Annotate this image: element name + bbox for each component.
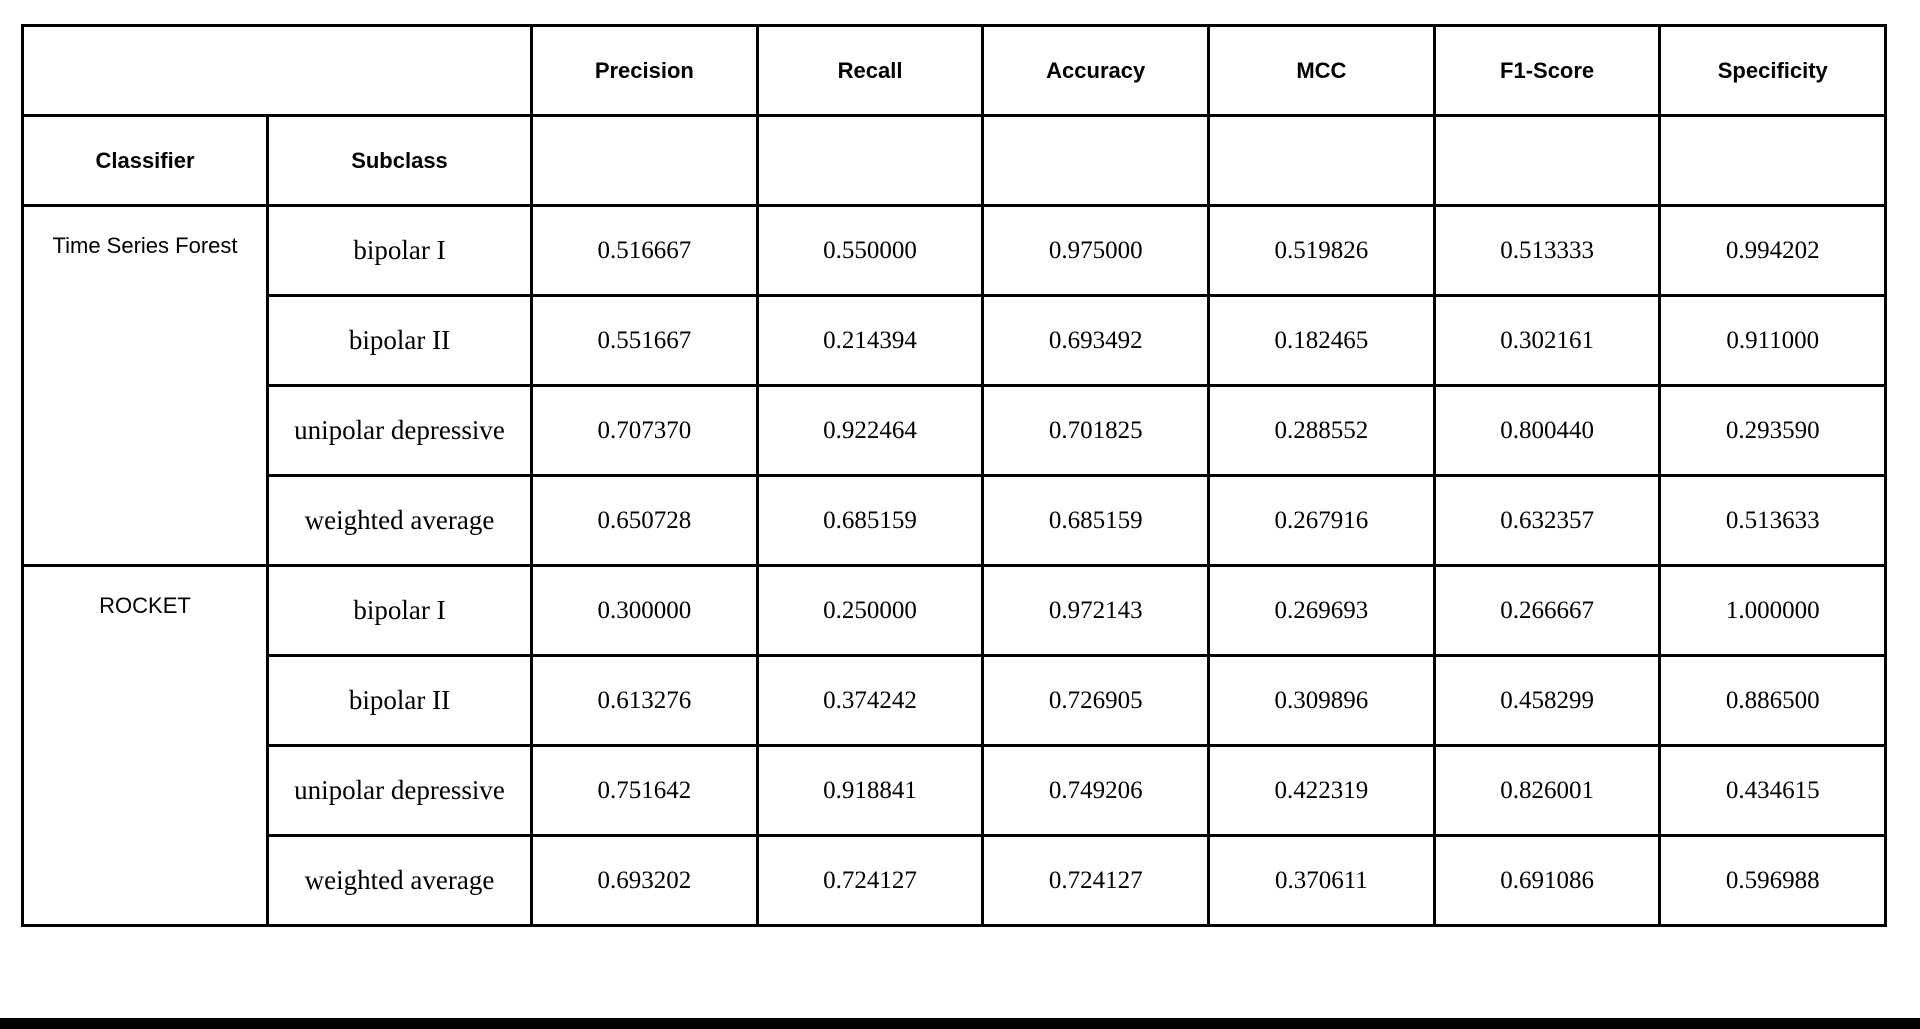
mcc-value-cell: 0.269693 — [1209, 566, 1435, 656]
metrics-table — [21, 24, 1887, 927]
mcc-value-cell: 0.519826 — [1209, 206, 1435, 296]
f1-score-value-cell: 0.458299 — [1434, 656, 1660, 746]
subclass-cell: bipolar I — [268, 206, 532, 296]
classifier-cell — [23, 566, 268, 926]
specificity-value-cell: 0.293590 — [1660, 386, 1886, 476]
classifier-cell — [23, 206, 268, 566]
mcc-value-cell: 0.267916 — [1209, 476, 1435, 566]
precision-value-cell: 0.693202 — [532, 836, 758, 926]
header-specificity: Specificity — [1660, 26, 1886, 116]
specificity-value-cell: 0.434615 — [1660, 746, 1886, 836]
precision-value-cell: 0.516667 — [532, 206, 758, 296]
subclass-cell: weighted average — [268, 476, 532, 566]
mcc-value-cell: 0.288552 — [1209, 386, 1435, 476]
recall-value-cell: 0.250000 — [757, 566, 983, 656]
header-f1-score: F1-Score — [1434, 26, 1660, 116]
f1-score-value-cell: 0.800440 — [1434, 386, 1660, 476]
accuracy-value-cell: 0.693492 — [983, 296, 1209, 386]
table-row — [23, 476, 1886, 566]
empty-cell — [532, 116, 758, 206]
specificity-value-cell: 0.513633 — [1660, 476, 1886, 566]
table-row — [23, 566, 1886, 656]
accuracy-value-cell: 0.685159 — [983, 476, 1209, 566]
bottom-border-bar — [0, 1018, 1920, 1029]
table-row — [23, 746, 1886, 836]
precision-value-cell: 0.751642 — [532, 746, 758, 836]
subclass-cell: unipolar depressive — [268, 746, 532, 836]
empty-cell — [1209, 116, 1435, 206]
table-row — [23, 836, 1886, 926]
specificity-value-cell: 0.596988 — [1660, 836, 1886, 926]
mcc-value-cell: 0.309896 — [1209, 656, 1435, 746]
header-recall: Recall — [757, 26, 983, 116]
header-accuracy: Accuracy — [983, 26, 1209, 116]
subclass-cell: bipolar II — [268, 656, 532, 746]
accuracy-value-cell: 0.749206 — [983, 746, 1209, 836]
accuracy-value-cell: 0.972143 — [983, 566, 1209, 656]
mcc-value-cell: 0.422319 — [1209, 746, 1435, 836]
table-row — [23, 656, 1886, 746]
subclass-cell: bipolar II — [268, 296, 532, 386]
f1-score-value-cell: 0.513333 — [1434, 206, 1660, 296]
accuracy-value-cell: 0.726905 — [983, 656, 1209, 746]
header-subclass: Subclass — [268, 116, 532, 206]
f1-score-value-cell: 0.266667 — [1434, 566, 1660, 656]
mcc-value-cell: 0.370611 — [1209, 836, 1435, 926]
recall-value-cell: 0.918841 — [757, 746, 983, 836]
specificity-value-cell: 0.911000 — [1660, 296, 1886, 386]
precision-value-cell: 0.300000 — [532, 566, 758, 656]
header-mcc: MCC — [1209, 26, 1435, 116]
empty-cell — [1434, 116, 1660, 206]
classifier-name: ROCKET — [99, 593, 191, 618]
specificity-value-cell: 1.000000 — [1660, 566, 1886, 656]
accuracy-value-cell: 0.975000 — [983, 206, 1209, 296]
accuracy-value-cell: 0.701825 — [983, 386, 1209, 476]
empty-corner-cell — [23, 26, 532, 116]
subheader-row — [23, 116, 1886, 206]
empty-cell — [757, 116, 983, 206]
subclass-cell: weighted average — [268, 836, 532, 926]
recall-value-cell: 0.550000 — [757, 206, 983, 296]
table-row — [23, 386, 1886, 476]
recall-value-cell: 0.685159 — [757, 476, 983, 566]
precision-value-cell: 0.551667 — [532, 296, 758, 386]
recall-value-cell: 0.374242 — [757, 656, 983, 746]
specificity-value-cell: 0.886500 — [1660, 656, 1886, 746]
recall-value-cell: 0.214394 — [757, 296, 983, 386]
subclass-cell: bipolar I — [268, 566, 532, 656]
f1-score-value-cell: 0.302161 — [1434, 296, 1660, 386]
table-row — [23, 206, 1886, 296]
mcc-value-cell: 0.182465 — [1209, 296, 1435, 386]
f1-score-value-cell: 0.691086 — [1434, 836, 1660, 926]
empty-cell — [983, 116, 1209, 206]
specificity-value-cell: 0.994202 — [1660, 206, 1886, 296]
recall-value-cell: 0.922464 — [757, 386, 983, 476]
recall-value-cell: 0.724127 — [757, 836, 983, 926]
f1-score-value-cell: 0.826001 — [1434, 746, 1660, 836]
classifier-name: Time Series Forest — [52, 233, 238, 258]
f1-score-value-cell: 0.632357 — [1434, 476, 1660, 566]
precision-value-cell: 0.613276 — [532, 656, 758, 746]
precision-value-cell: 0.650728 — [532, 476, 758, 566]
accuracy-value-cell: 0.724127 — [983, 836, 1209, 926]
header-precision: Precision — [532, 26, 758, 116]
table-row — [23, 296, 1886, 386]
empty-cell — [1660, 116, 1886, 206]
precision-value-cell: 0.707370 — [532, 386, 758, 476]
metric-header-row — [23, 26, 1886, 116]
header-classifier: Classifier — [23, 116, 268, 206]
subclass-cell: unipolar depressive — [268, 386, 532, 476]
